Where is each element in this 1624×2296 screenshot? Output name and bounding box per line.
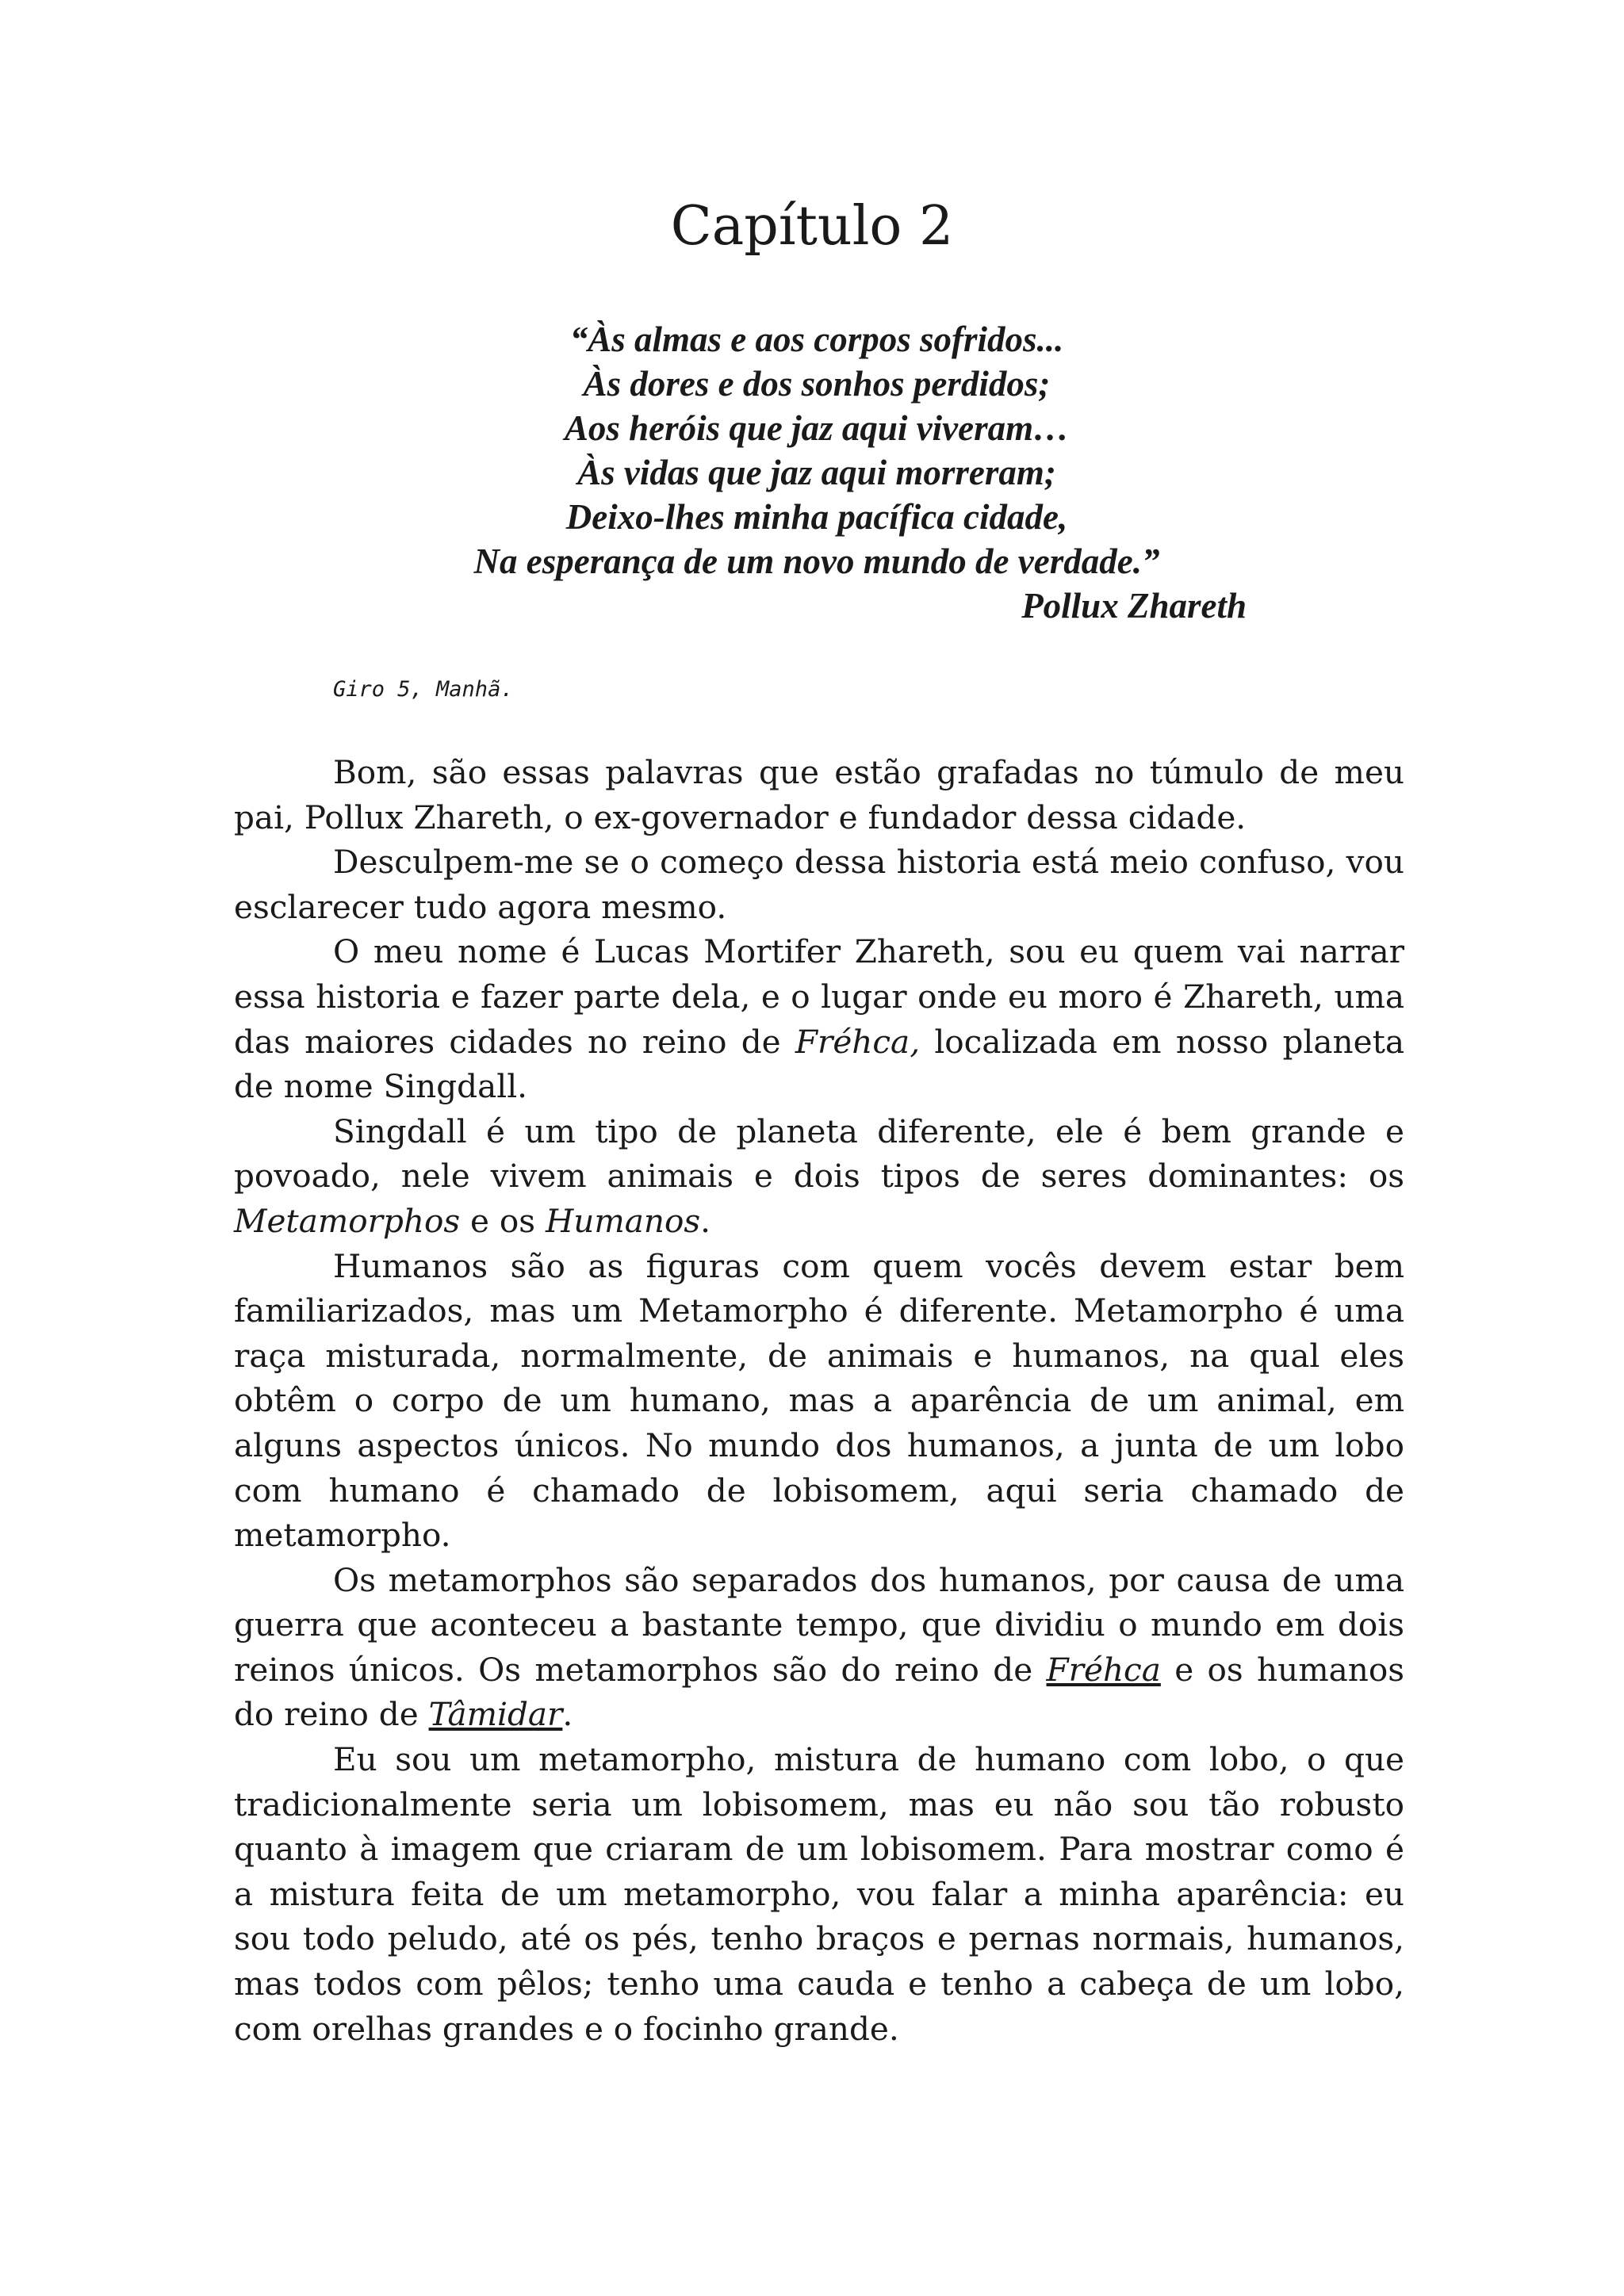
paragraph [234, 929, 1404, 1108]
text-run: e os [460, 1201, 546, 1240]
paragraph: Eu sou um metamorpho, mistura de humano com lobo, o que tradicionalmente seria um lobisomem, mas eu não sou tão robusto quanto à imagem que criaram de um lobisomem. Para mostrar como é a mistura feita de um metamorpho, vou falar a minha aparência: eu sou todo peludo, até os pés, tenho braços e pernas normais, humanos, mas todos com pêlos; tenho uma cauda e tenho a cabeça de um lobo, com orelhas grandes e o focinho grande. [234, 1740, 1404, 2048]
paragraph [234, 1109, 1404, 1244]
text-run: localizada em nosso planeta de nome Singdall. [234, 1022, 1404, 1106]
text-run: O meu nome é Lucas Mortifer Zhareth, sou eu quem vai narrar essa historia e fazer parte dela, e o lugar onde eu moro é Zhareth, uma das maiores cidades no reino de [234, 932, 1404, 1061]
epigraph-line: “Às almas e aos corpos sofridos... [569, 320, 1064, 359]
epigraph-line: Aos heróis que jaz aqui viveram… [564, 408, 1070, 448]
text-run: Os metamorphos são separados dos humanos, por causa de uma guerra que aconteceu a bastante tempo, que dividiu o mundo em dois reinos únicos. Os metamorphos são do reino de [234, 1560, 1404, 1689]
kingdom-name-frehca: Fréhca [1046, 1650, 1161, 1689]
paragraph: Bom, são essas palavras que estão grafadas no túmulo de meu pai, Pollux Zhareth, o ex-governador e fundador dessa cidade. [234, 753, 1404, 836]
epigraph-line: Na esperança de um novo mundo de verdade.” [473, 541, 1160, 581]
paragraph [234, 1558, 1404, 1737]
paragraph: Desculpem-me se o começo dessa historia está meio confuso, vou esclarecer tudo agora mesmo. [234, 843, 1404, 926]
epigraph-line: Às dores e dos sonhos perdidos; [583, 364, 1051, 404]
species-name-humanos: Humanos [545, 1201, 701, 1240]
paragraph: Humanos são as figuras com quem vocês devem estar bem familiarizados, mas um Metamorpho é diferente. Metamorpho é uma raça misturada, normalmente, de animais e humanos, na qual eles obtêm o corpo de um humano, mas a aparência de um animal, em alguns aspectos únicos. No mundo dos humanos, a junta de um lobo com humano é chamado de lobisomem, aqui seria chamado de metamorpho. [234, 1246, 1404, 1555]
epigraph [333, 317, 1300, 628]
text-run: Singdall é um tipo de planeta diferente, ele é bem grande e povoado, nele vivem animais e dois tipos de seres dominantes: os [234, 1112, 1404, 1196]
text-run: . [562, 1695, 573, 1734]
species-name-metamorphos: Metamorphos [234, 1201, 461, 1240]
kingdom-name-frehca: Fréhca, [795, 1022, 921, 1061]
text-run: e os humanos do reino de [234, 1650, 1404, 1734]
chapter-title: Capítulo 2 [670, 195, 954, 258]
text-run: . [700, 1201, 711, 1240]
epigraph-author: Pollux Zhareth [1021, 586, 1247, 626]
epigraph-line: Às vidas que jaz aqui morreram; [577, 453, 1056, 492]
dateline: Giro 5, Manhã. [333, 677, 514, 702]
kingdom-name-tamidar: Tâmidar [428, 1695, 563, 1734]
epigraph-line: Deixo-lhes minha pacífica cidade, [565, 497, 1068, 537]
body-text [234, 750, 1404, 2051]
